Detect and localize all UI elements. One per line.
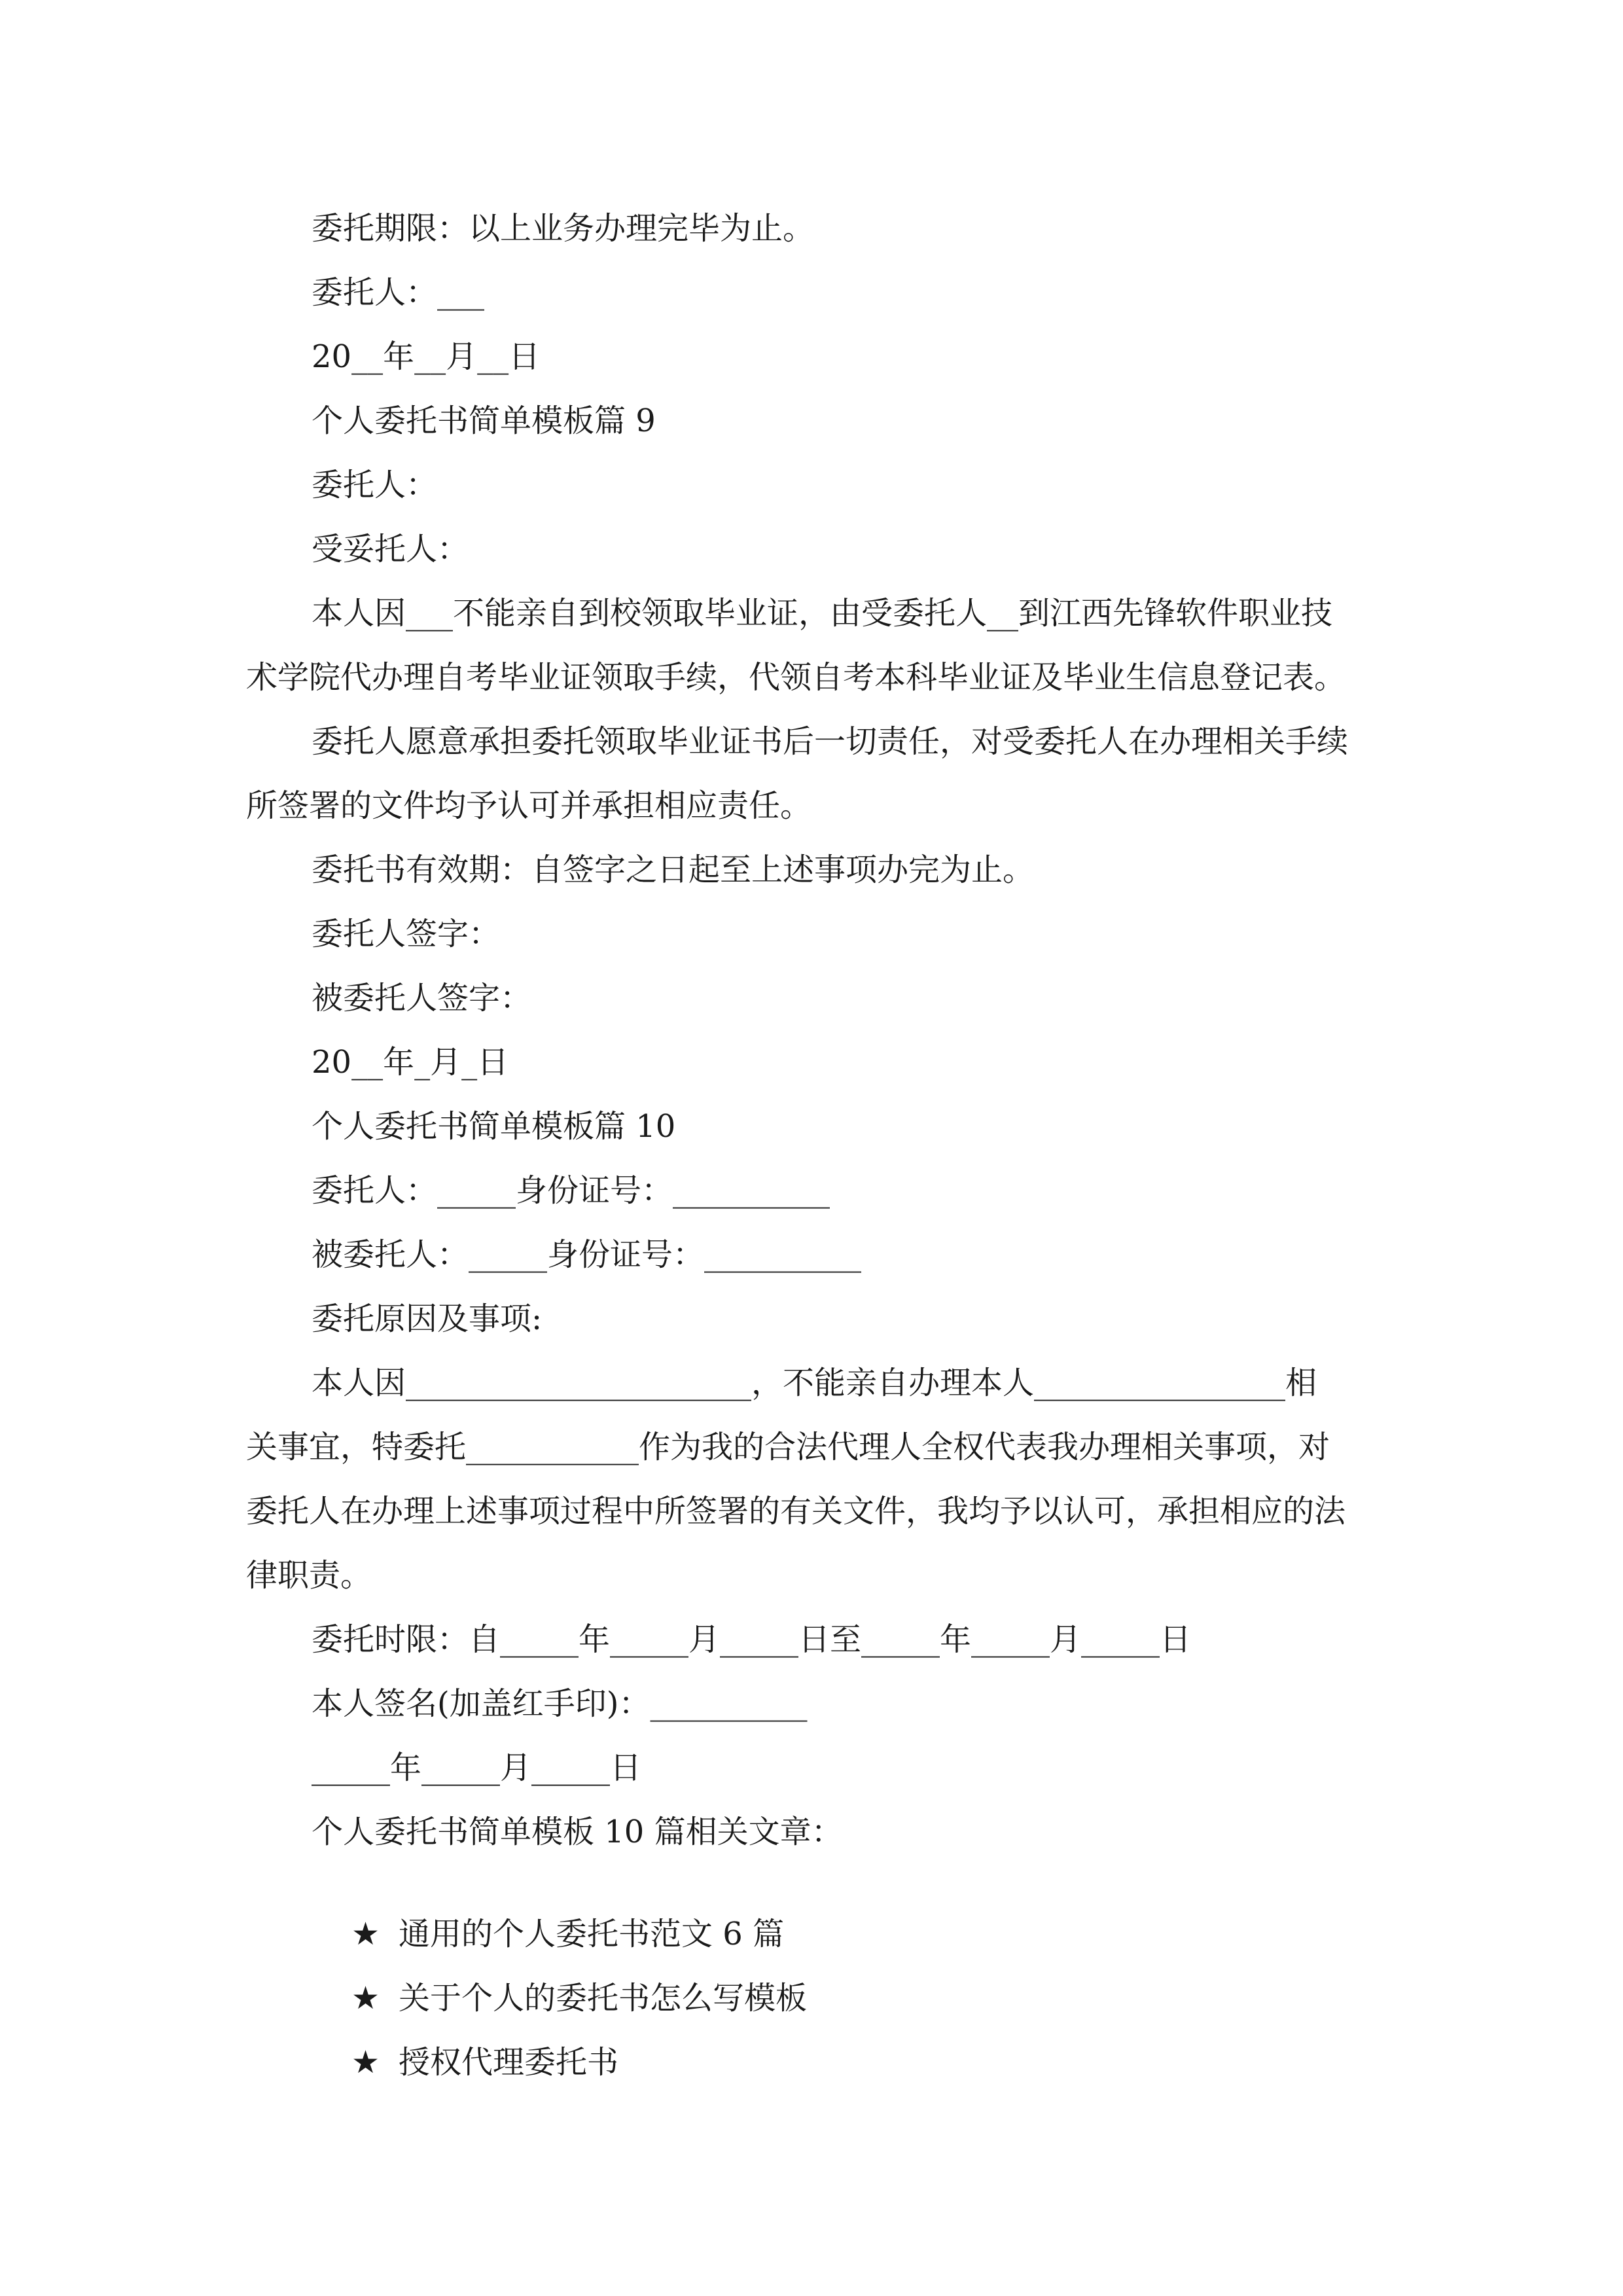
- date-line: _____年_____月_____日: [312, 1749, 642, 1786]
- related-heading: 个人委托书简单模板 10 篇相关文章：: [312, 1814, 843, 1850]
- agent-id-line: 被委托人：_____身份证号：__________: [312, 1236, 862, 1273]
- principal-label: 委托人：: [312, 467, 438, 503]
- entrust-period: 委托期限：以上业务办理完毕为止。: [312, 210, 815, 247]
- paragraph-line: 本人因______________________，不能亲自办理本人________________相: [312, 1365, 1317, 1401]
- related-link-title[interactable]: 关于个人的委托书怎么写模板: [399, 1980, 808, 2017]
- principal-signature: 委托人签字：: [312, 916, 501, 952]
- related-link-title[interactable]: 授权代理委托书: [399, 2044, 619, 2081]
- paragraph-line: 所签署的文件均予认可并承担相应责任。: [246, 787, 812, 824]
- agent-label: 受妥托人：: [312, 531, 469, 567]
- paragraph-line: 本人因___不能亲自到校领取毕业证，由受委托人__到江西先锋软件职业技: [312, 595, 1333, 632]
- star-icon: ★: [351, 1916, 380, 1952]
- reason-heading: 委托原因及事项:: [312, 1300, 543, 1337]
- date-line: 20__年_月_日: [312, 1044, 509, 1081]
- star-icon: ★: [351, 2044, 380, 2081]
- related-link-title[interactable]: 通用的个人委托书范文 6 篇: [399, 1916, 785, 1952]
- paragraph-line: 委托人在办理上述事项过程中所签署的有关文件，我均予以认可，承担相应的法: [246, 1493, 1346, 1530]
- principal-id-line: 委托人：_____身份证号：__________: [312, 1172, 830, 1209]
- related-link[interactable]: [312, 2005, 618, 2119]
- paragraph-line: 术学院代办理自考毕业证领取手续，代领自考本科毕业证及毕业生信息登记表。: [246, 659, 1346, 696]
- principal-line: 委托人：___: [312, 274, 485, 311]
- star-icon: ★: [351, 1980, 380, 2017]
- time-limit-line: 委托时限：自_____年_____月_____日至_____年_____月_____日: [312, 1621, 1192, 1658]
- agent-signature: 被委托人签字：: [312, 980, 532, 1016]
- paragraph-line: 委托人愿意承担委托领取毕业证书后一切责任，对受委托人在办理相关手续: [312, 723, 1349, 760]
- validity-line: 委托书有效期：自签字之日起至上述事项办完为止。: [312, 852, 1035, 888]
- section-heading-10: 个人委托书简单模板篇 10: [312, 1108, 676, 1145]
- paragraph-line: 关事宜，特委托___________作为我的合法代理人全权代表我办理相关事项，对: [246, 1429, 1330, 1465]
- paragraph-line: 律职责。: [246, 1557, 372, 1594]
- date-line: 20__年__月__日: [312, 338, 541, 375]
- signature-line: 本人签名(加盖红手印)：__________: [312, 1685, 808, 1722]
- section-heading-9: 个人委托书简单模板篇 9: [312, 403, 656, 439]
